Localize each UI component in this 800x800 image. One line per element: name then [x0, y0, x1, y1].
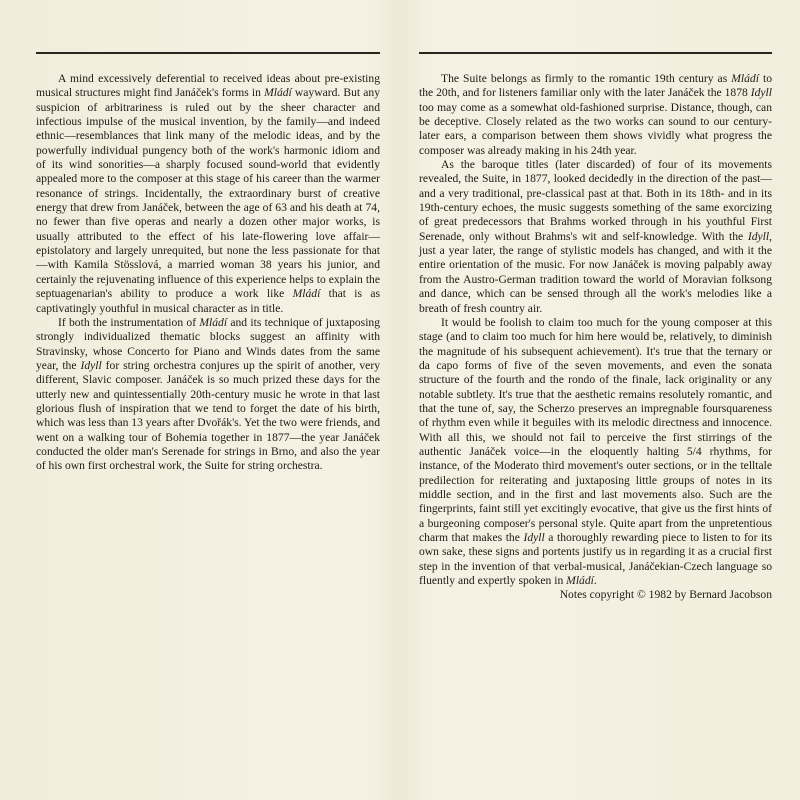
right-paragraph-1: The Suite belongs as firmly to the romantic 19th century as Mládí to the 20th, and for listeners familiar only with the later Janáček the 1878 Idyll too may come as a somewhat old-fashioned surprise. Distance, though, can be deceptive. Closely related as the two works can sound to our century-later ears, a comparison between them shows vividly what progress the composer was already making in his 24th year. — [419, 72, 772, 157]
right-paragraph-2: As the baroque titles (later discarded) of four of its movements revealed, the Suite, in 1877, looked decidedly in the direction of the past—and a very traditional, pre-classical past at that. Both in its 18th- and in its 19th-century echoes, the music suggests something of the same exorcizing of great predecessors that Brahms worked through in his youthful First Serenade, only without Brahms's wit and self-knowledge. With the Idyll, just a year later, the range of stylistic models has changed, and with it the entire orientation of the music. For now Janáček is moving palpably away from the Austro-German tradition toward the world of Moravian folksong and dance, which can be sensed through all the work's melodies like a breath of fresh country air. — [419, 158, 772, 315]
left-paragraph-2: If both the instrumentation of Mládí and its technique of juxtaposing strongly individualized thematic blocks suggest an affinity with Stravinsky, whose Concerto for Piano and Winds dates from the same year, the Idyll for string orchestra conjures up the spirit of another, very different, Slavic composer. Janáček is so much prized these days for the utterly new and quintessentially 20th-century music he wrote in that last glorious flush of inspiration that we tend to forget the date of his birth, which was less than 13 years after Dvořák's. Yet the two were friends, and went on a walking tour of Bohemia together in 1877—the year Janáček conducted the older man's Serenade for strings in Brno, and also the year of his own first orchestral work, the Suite for string orchestra. — [36, 315, 381, 473]
left-column-rule — [36, 52, 380, 54]
right-column — [419, 52, 772, 603]
right-paragraph-3: It would be foolish to claim too much for the young composer at this stage (and to claim too much for him here would be, relatively, to diminish the magnitude of his subsequent achievement). It's true that the ternary or da capo forms of five of the seven movements, and even the sonata structure of the fourth and the rondo of the finale, lack originality or any notable subtlety. It's true that the aesthetic remains resolutely romantic, and that the tune of, say, the Scherzo preserves an impregnable foursquareness of rhythm even while it beguiles with its melodic directness and innocence. With all this, we should not fail to perceive the first stirrings of the authentic Janáček voice—in the eloquently halting 5/4 rhythms, for instance, of the Moderato third movement's outer sections, or in the telltale predilection for reiterating and juxtaposing little groups of notes in its middle section, and in the first and last movements also. Such are the fingerprints, faint still yet excitingly evocative, that give us the first hints of a burgeoning composer's personal style. Quite apart from the unpretentious charm that makes the Idyll a thoroughly rewarding piece to listen to for its own sake, these signs and portents justify us in regarding it as a crucial first step in the invention of that verbal-musical, Janáčekian-Czech language so fluently and expertly spoken in Mládí. — [419, 315, 772, 588]
copyright-credit: Notes copyright © 1982 by Bernard Jacobson — [559, 588, 772, 602]
left-column — [36, 52, 380, 474]
left-paragraph-1: A mind excessively deferential to received ideas about pre-existing musical structures might find Janáček's forms in Mládí wayward. But any suspicion of arbitrariness is ruled out by the sheer character and infectious impulse of the musical invention, by the family—and indeed ethnic—resemblances that link many of the melodic ideas, and by the powerfully individual pungency both of the work's harmonic idiom and of its wind sonorities—a sharply focused sound-world that evidently appealed more to the composer at this stage of his career than the warmer resonance of strings. Incidentally, the extraordinary burst of creative energy that drew from Janáček, between the age of 63 and his death at 74, no fewer than five operas and nearly a dozen other major works, is usually attributed to the effect of his late-flowering love affair—epistolatory and largely unrequited, but none the less passionate for that—with Kamila Stösslová, a married woman 38 years his junior, and certainly the rejuvenating influence of this experience helps to explain the septuagenarian's ability to produce a work like Mládí that is as captivatingly youthful in musical character as in title. — [36, 72, 381, 315]
right-column-rule — [419, 52, 772, 54]
